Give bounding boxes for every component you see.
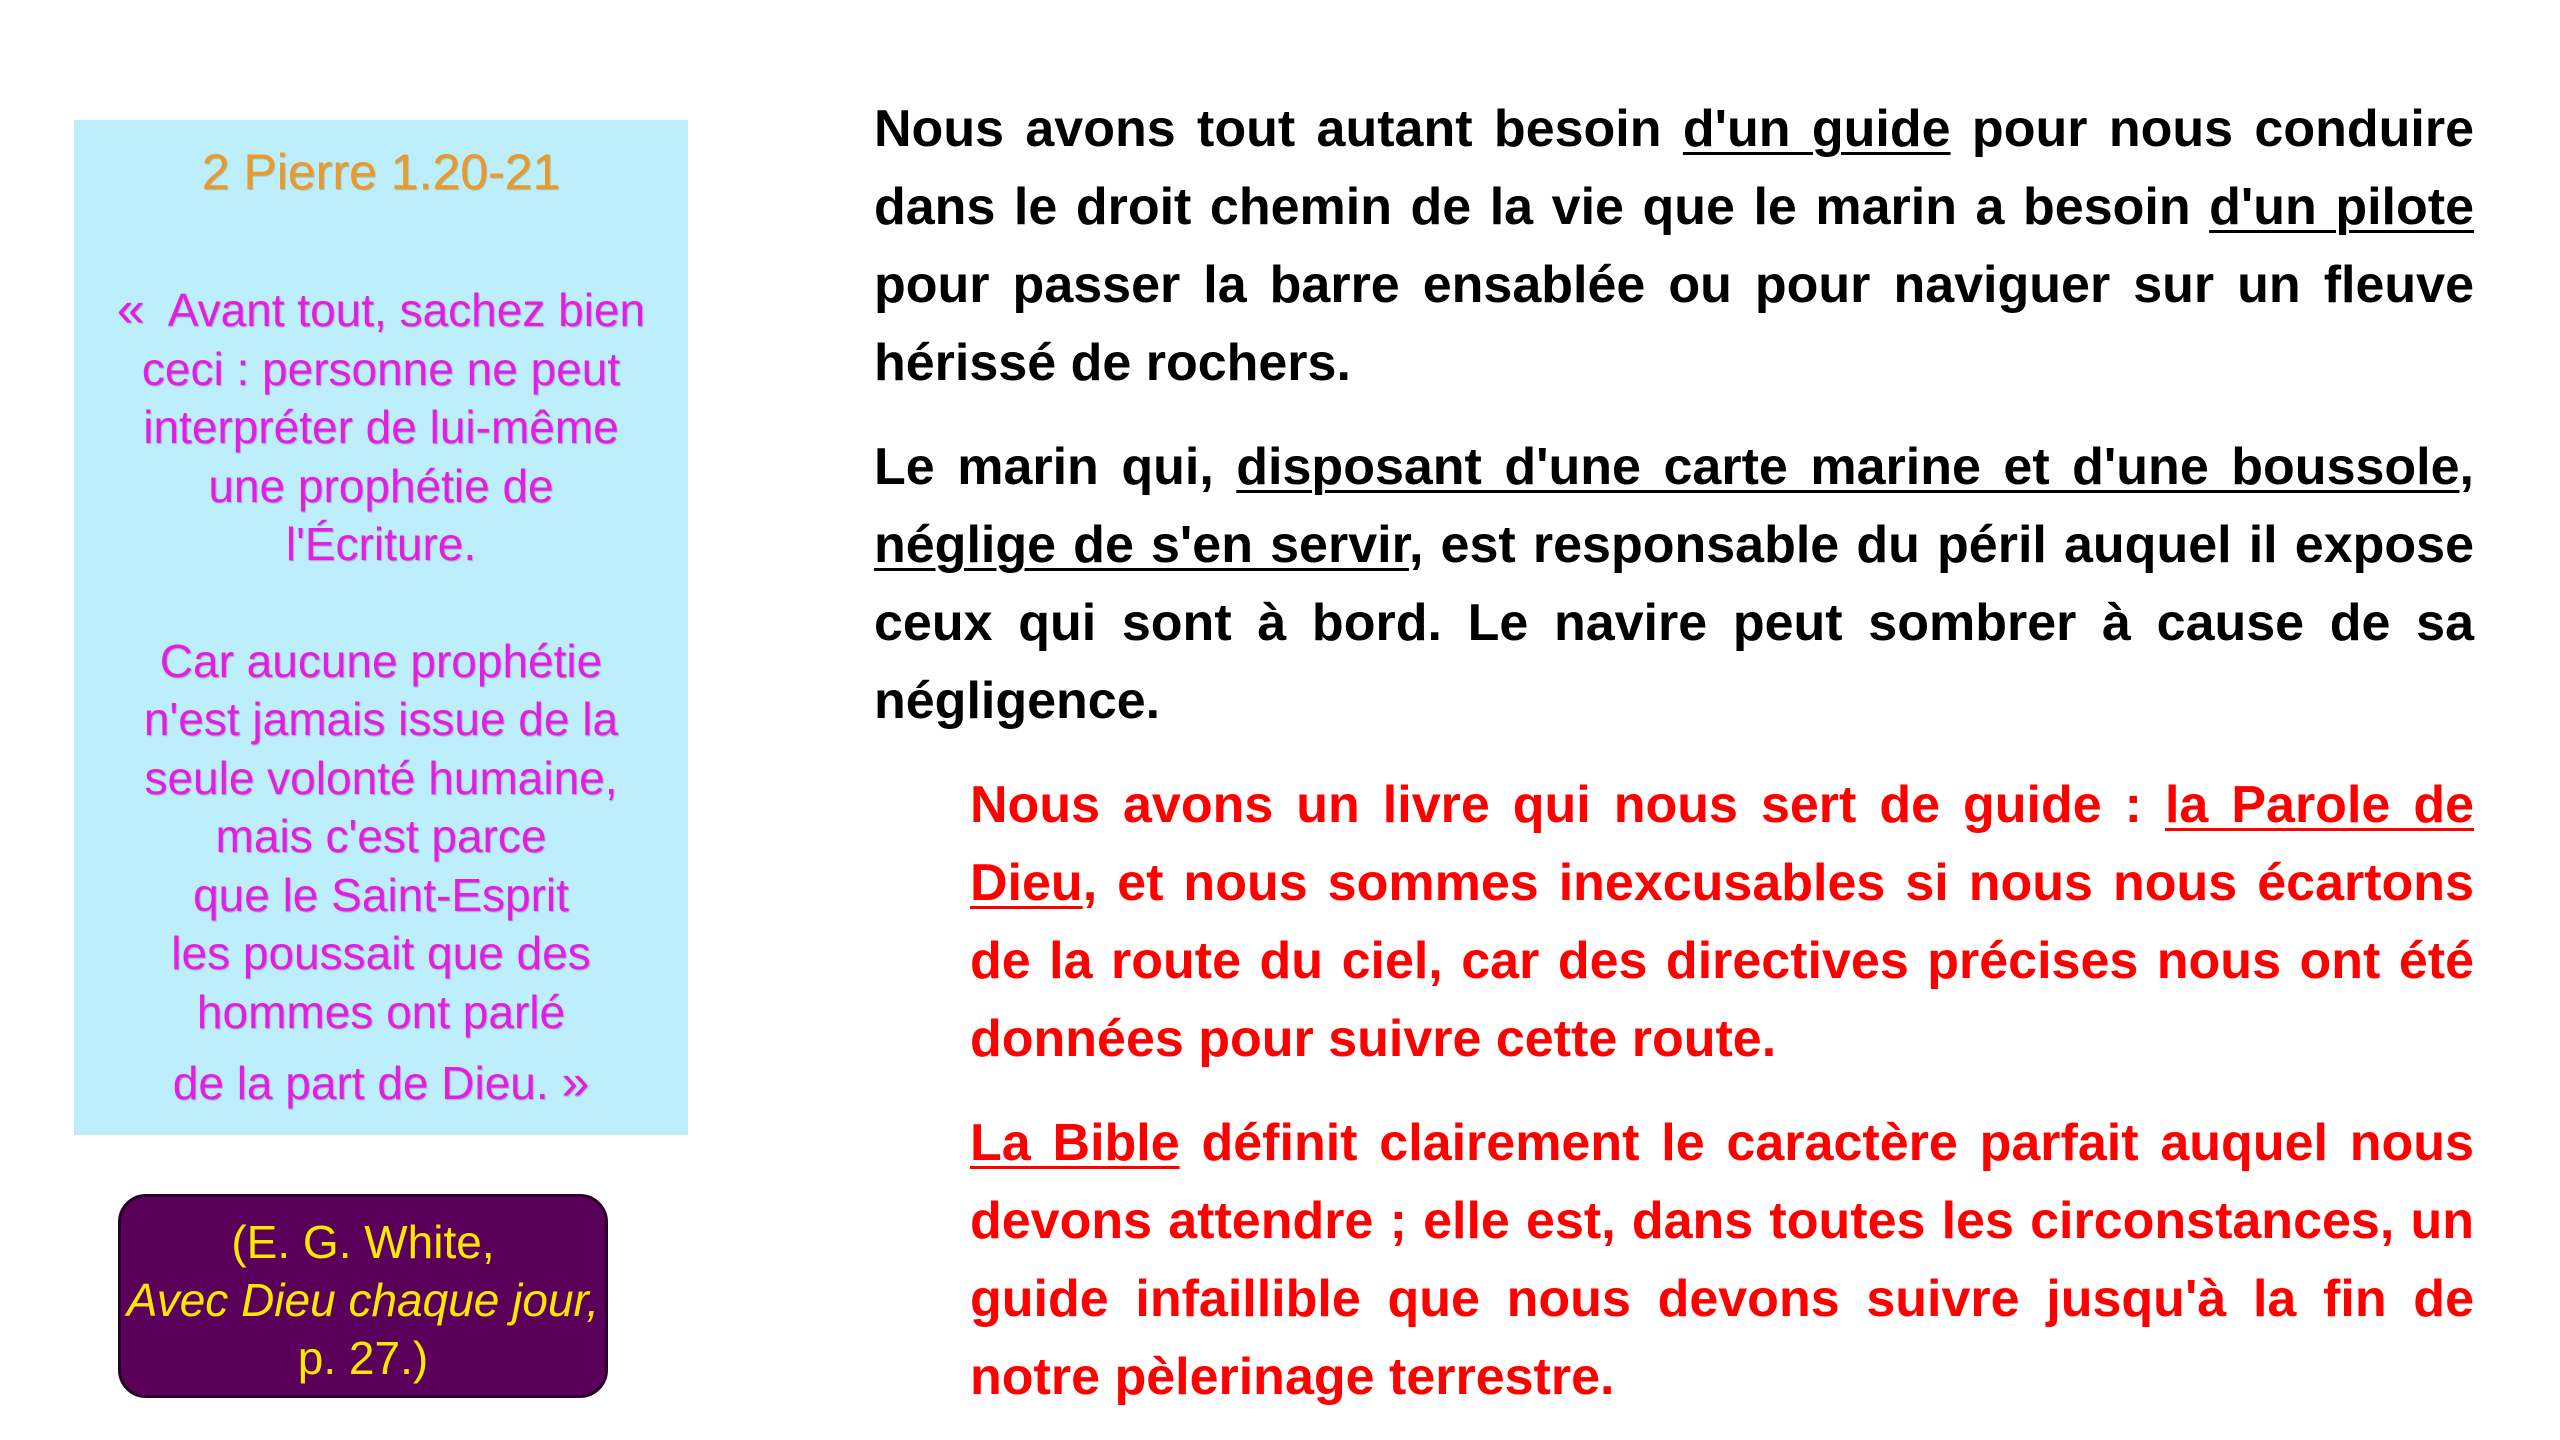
text-run: ,	[2459, 438, 2474, 496]
main-paragraph-3	[970, 766, 2474, 1078]
verse-line: les poussait que des	[171, 927, 591, 979]
underlined-text: la Parole de Dieu	[970, 776, 2474, 912]
main-paragraph-2	[874, 428, 2474, 740]
source-book-title: Avec Dieu chaque jour,	[126, 1274, 600, 1326]
text-run: pour passer la barre ensablée ou pour naviguer sur un fleuve hérissé de rochers.	[874, 256, 2474, 392]
verse-line: Car aucune prophétie	[159, 634, 603, 687]
bible-verse-box	[74, 120, 688, 1135]
underlined-text: néglige de s'en servir	[874, 516, 1409, 574]
verse-paragraph-2	[114, 632, 648, 1042]
main-text-red	[970, 766, 2474, 1416]
main-paragraph-4	[970, 1104, 2474, 1416]
source-citation-box	[118, 1194, 608, 1398]
underlined-text: La Bible	[970, 1114, 1180, 1172]
verse-paragraph-1-text: Avant tout, sachez bien ceci : personne ne peut interpréter de lui-même une prophétie de l'Écriture.	[141, 284, 646, 570]
text-run: Nous avons un livre qui nous sert de guide :	[970, 776, 2165, 834]
text-run: pour nous conduire dans le droit chemin de la vie que le marin a besoin	[874, 100, 2474, 236]
verse-reference: 2 Pierre 1.20-21	[201, 144, 561, 200]
text-run: Nous avons tout autant besoin	[874, 100, 1683, 158]
text-run: , et nous sommes inexcusables si nous nous écartons de la route du ciel, car des directives précises nous ont été données pour suivre cette route.	[970, 854, 2474, 1068]
source-page: p. 27.)	[297, 1332, 429, 1384]
underlined-text: d'un pilote	[2209, 178, 2475, 236]
underlined-text: disposant d'une carte marine et d'une boussole	[1236, 438, 2460, 496]
text-run: définit clairement le caractère parfait auquel nous devons attendre ; elle est, dans toutes les circonstances, un guide infaillible que nous devons suivre jusqu'à la fin de notre pèlerinage terrestre.	[970, 1114, 2474, 1406]
open-quote: «	[116, 281, 145, 337]
source-author: (E. G. White,	[231, 1216, 495, 1268]
close-quote: »	[561, 1054, 590, 1110]
text-run: Le marin qui,	[874, 438, 1237, 496]
verse-line: mais c'est parce	[215, 810, 547, 862]
underlined-text: d'un guide	[1682, 100, 1951, 158]
verse-paragraph-1	[114, 280, 648, 574]
verse-closing-text: de la part de Dieu.	[172, 1057, 549, 1109]
verse-line: que le Saint-Esprit	[193, 868, 569, 921]
verse-text	[74, 280, 688, 1113]
main-paragraph-1	[874, 90, 2474, 402]
text-run: , est responsable du péril auquel il expose ceux qui sont à bord. Le navire peut sombrer à cause de sa négligence.	[874, 516, 2474, 730]
verse-line: hommes ont parlé	[196, 985, 566, 1038]
verse-closing-line	[114, 1053, 648, 1113]
verse-line: seule volonté humaine,	[144, 751, 618, 804]
verse-line: n'est jamais issue de la	[143, 693, 619, 745]
main-text-black	[874, 90, 2474, 740]
